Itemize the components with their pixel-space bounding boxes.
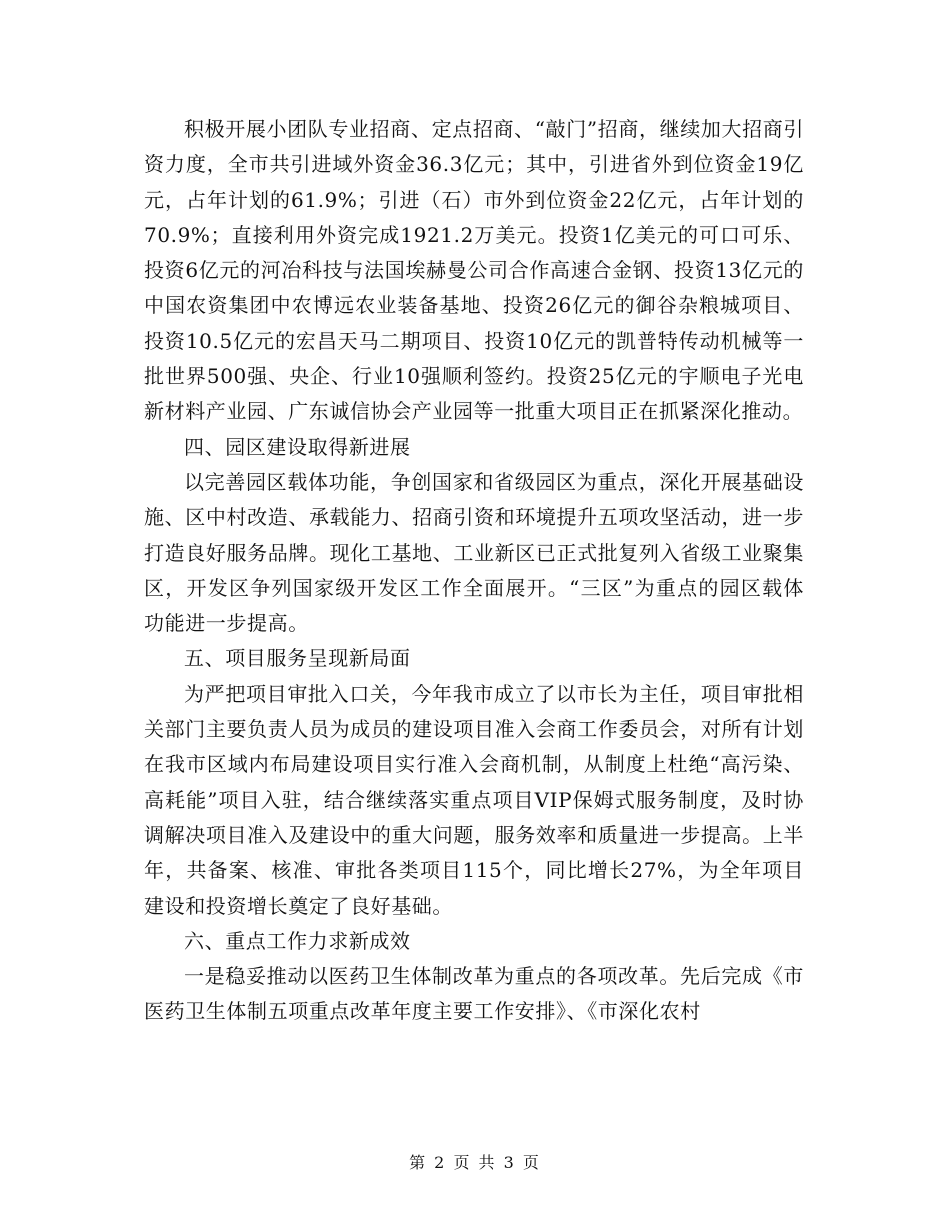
section-heading-project-service: 五、项目服务呈现新局面	[184, 646, 411, 671]
section-heading-key-work: 六、重点工作力求新成效	[184, 928, 411, 953]
paragraph-park-construction: 以完善园区载体功能，争创国家和省级园区为重点，深化开展基础设施、区中村改造、承载能力、招商引资和环境提升五项攻坚活动，进一步打造良好服务品牌。现化工基地、工业新区已正式批复列入省级工业聚集区，开发区争列国家级开发区工作全面展开。“三区”为重点的园区载体功能进一步提高。	[144, 469, 804, 636]
page-number-footer: 第 2 页 共 3 页	[409, 1153, 541, 1172]
document-body	[144, 112, 804, 1030]
paragraph-investment: 积极开展小团队专业招商、定点招商、“敲门”招商，继续加大招商引资力度，全市共引进域外资金36.3亿元；其中，引进省外到位资金19亿元，占年计划的61.9%；引进（石）市外到位资金22亿元，占年计划的70.9%；直接利用外资完成1921.2万美元。投资1亿美元的可口可乐、投资6亿元的河冶科技与法国埃赫曼公司合作高速合金钢、投资13亿元的中国农资集团中农博远农业装备基地、投资26亿元的御谷杂粮城项目、投资10.5亿元的宏昌天马二期项目、投资10亿元的凯普特传动机械等一批世界500强、央企、行业10强顺利签约。投资25亿元的宇顺电子光电新材料产业园、广东诚信协会产业园等一批重大项目正在抓紧深化推动。	[144, 117, 804, 424]
section-heading-park-construction: 四、园区建设取得新进展	[184, 434, 411, 459]
paragraph-project-service: 为严把项目审批入口关，今年我市成立了以市长为主任，项目审批相关部门主要负责人员为成员的建设项目准入会商工作委员会，对所有计划在我市区域内布局建设项目实行准入会商机制，从制度上杜绝“高污染、高耗能”项目入驻，结合继续落实重点项目VIP保姆式服务制度，及时协调解决项目准入及建设中的重大问题，服务效率和质量进一步提高。上半年，共备案、核准、审批各类项目115个，同比增长27%，为全年项目建设和投资增长奠定了良好基础。	[144, 681, 804, 918]
paragraph-key-work: 一是稳妥推动以医药卫生体制改革为重点的各项改革。先后完成《市医药卫生体制五项重点改革年度主要工作安排》、《市深化农村	[144, 964, 804, 1024]
